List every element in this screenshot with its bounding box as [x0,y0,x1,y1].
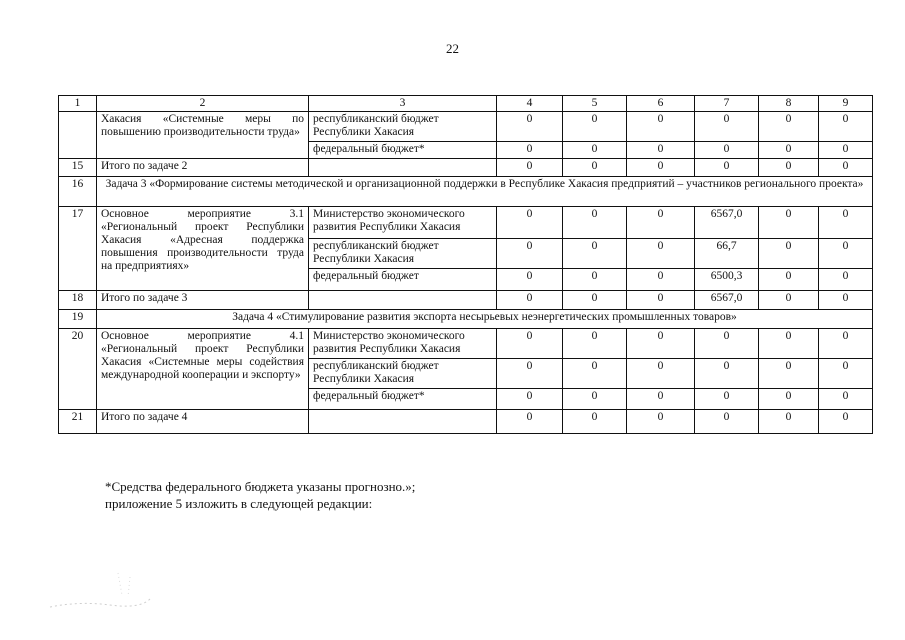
total-label: Итого по задаче 3 [97,291,309,310]
value-cell: 0 [497,389,563,410]
value-cell: 0 [497,142,563,159]
value-cell: 0 [627,142,695,159]
footnote [105,478,415,512]
value-cell: 6567,0 [695,207,759,239]
task-heading: Задача 4 «Стимулирование развития экспорта несырьевых неэнергетических промышленных товаров» [97,310,873,329]
value-cell: 0 [627,269,695,291]
total-label: Итого по задаче 2 [97,159,309,177]
value-cell: 0 [497,291,563,310]
row-number: 17 [59,207,97,291]
value-cell: 0 [819,329,873,359]
value-cell: 0 [497,329,563,359]
header-cell: 2 [97,96,309,112]
header-cell: 1 [59,96,97,112]
row-number: 18 [59,291,97,310]
value-cell: 0 [627,329,695,359]
value-cell: 0 [759,389,819,410]
funding-source: Министерство экономического развития Республики Хакасия [309,329,497,359]
value-cell: 0 [563,207,627,239]
row-number [59,112,97,159]
value-cell: 0 [759,207,819,239]
value-cell: 0 [627,112,695,142]
value-cell: 0 [563,359,627,389]
table-row [59,291,873,310]
value-cell: 0 [563,291,627,310]
header-cell: 4 [497,96,563,112]
funding-source [309,291,497,310]
table-header-row [59,96,873,112]
value-cell: 0 [819,112,873,142]
value-cell: 0 [759,112,819,142]
row-number: 21 [59,410,97,434]
funding-source: федеральный бюджет* [309,142,497,159]
funding-source: республиканский бюджет Республики Хакасия [309,112,497,142]
funding-source: Министерство экономического развития Республики Хакасия [309,207,497,239]
header-cell: 8 [759,96,819,112]
value-cell: 0 [819,389,873,410]
value-cell: 0 [497,159,563,177]
total-label: Итого по задаче 4 [97,410,309,434]
funding-source [309,159,497,177]
value-cell: 66,7 [695,239,759,269]
value-cell: 0 [819,142,873,159]
value-cell: 0 [563,112,627,142]
value-cell: 0 [563,142,627,159]
value-cell: 0 [695,112,759,142]
funding-source: республиканский бюджет Республики Хакасия [309,359,497,389]
value-cell: 0 [819,207,873,239]
value-cell: 0 [497,112,563,142]
value-cell: 0 [695,359,759,389]
value-cell: 6500,3 [695,269,759,291]
value-cell: 0 [497,269,563,291]
activity-description: Основное мероприятие 4.1 «Региональный проект Республики Хакасия «Системные меры содействия международной кооперации и экспорту» [97,329,309,410]
faint-stamp-mark-icon [40,565,160,615]
value-cell: 0 [759,269,819,291]
header-cell: 7 [695,96,759,112]
value-cell: 0 [563,329,627,359]
value-cell: 0 [759,291,819,310]
value-cell: 0 [497,239,563,269]
value-cell: 0 [497,207,563,239]
value-cell: 0 [563,239,627,269]
value-cell: 0 [695,142,759,159]
row-number: 20 [59,329,97,410]
table-row [59,112,873,142]
value-cell: 0 [819,359,873,389]
value-cell: 0 [695,410,759,434]
value-cell: 0 [627,207,695,239]
value-cell: 0 [627,389,695,410]
value-cell: 0 [627,291,695,310]
table-row [59,207,873,239]
budget-table [58,95,873,434]
header-cell: 3 [309,96,497,112]
value-cell: 0 [627,159,695,177]
row-number: 16 [59,177,97,207]
funding-source: федеральный бюджет* [309,389,497,410]
value-cell: 0 [563,410,627,434]
value-cell: 0 [759,159,819,177]
table-row [59,177,873,207]
value-cell: 0 [563,159,627,177]
activity-description: Хакасия «Системные меры по повышению производительности труда» [97,112,309,159]
value-cell: 0 [819,269,873,291]
value-cell: 0 [759,239,819,269]
value-cell: 0 [695,159,759,177]
header-cell: 6 [627,96,695,112]
value-cell: 0 [819,239,873,269]
value-cell: 0 [695,329,759,359]
value-cell: 0 [563,389,627,410]
header-cell: 5 [563,96,627,112]
activity-description: Основное мероприятие 3.1 «Региональный проект Республики Хакасия «Адресная поддержка повышения производительности труда на предприятиях» [97,207,309,291]
value-cell: 0 [759,329,819,359]
table-row [59,310,873,329]
funding-source: федеральный бюджет [309,269,497,291]
value-cell: 0 [627,239,695,269]
value-cell: 0 [497,359,563,389]
footnote-line: *Средства федерального бюджета указаны прогнозно.»; [105,479,416,494]
value-cell: 0 [819,159,873,177]
funding-source [309,410,497,434]
row-number: 19 [59,310,97,329]
row-number: 15 [59,159,97,177]
page-number: 22 [446,41,459,56]
table-row [59,159,873,177]
value-cell: 0 [627,410,695,434]
value-cell: 6567,0 [695,291,759,310]
value-cell: 0 [759,142,819,159]
task-heading: Задача 3 «Формирование системы методической и организационной поддержки в Республике Хакасия предприятий – участников регионального проекта» [97,177,873,207]
value-cell: 0 [819,291,873,310]
value-cell: 0 [819,410,873,434]
value-cell: 0 [759,359,819,389]
value-cell: 0 [627,359,695,389]
value-cell: 0 [497,410,563,434]
value-cell: 0 [563,269,627,291]
value-cell: 0 [695,389,759,410]
header-cell: 9 [819,96,873,112]
funding-source: республиканский бюджет Республики Хакасия [309,239,497,269]
table-row [59,410,873,434]
value-cell: 0 [759,410,819,434]
footnote-line: приложение 5 изложить в следующей редакции: [105,496,373,511]
table-row [59,329,873,359]
